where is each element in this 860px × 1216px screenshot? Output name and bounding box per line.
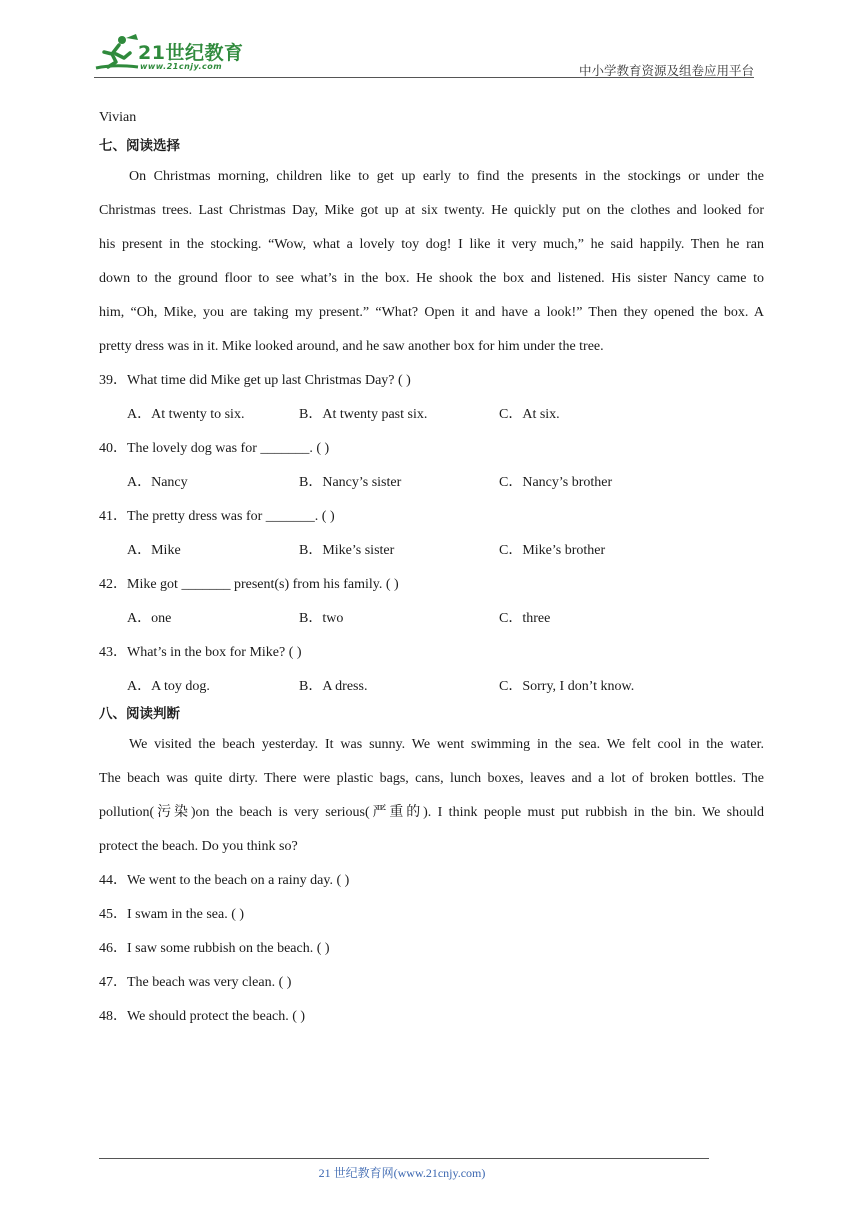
question-47: 47．The beach was very clean. ( )	[99, 975, 292, 990]
section-8-passage	[99, 728, 764, 864]
passage-line: him, “Oh, Mike, you are taking my present.” “What? Open it and have a look!” Then they opened the box. A	[99, 305, 764, 320]
option-a: A．Mike	[127, 543, 181, 558]
option-a: A．A toy dog.	[127, 679, 210, 694]
option-c: C．three	[499, 611, 551, 626]
option-a: A．one	[127, 611, 172, 626]
question-text: 40．The lovely dog was for _______. ( )	[99, 441, 330, 456]
passage-line: his present in the stocking. “Wow, what a lovely toy dog! I like it very much,” he said happily. Then he ran	[99, 237, 764, 252]
question-text: 42．Mike got _______ present(s) from his family. ( )	[99, 577, 399, 592]
option-a: A．At twenty to six.	[127, 407, 245, 422]
question-48: 48．We should protect the beach. ( )	[99, 1009, 306, 1024]
option-b: B．At twenty past six.	[299, 407, 428, 422]
site-logo	[94, 34, 269, 78]
passage-line: On Christmas morning, children like to get up early to find the presents in the stockings or under the	[129, 169, 764, 184]
runner-logo-icon	[94, 34, 140, 74]
question-text: 41．The pretty dress was for _______. ( )	[99, 509, 335, 524]
options-row	[99, 670, 764, 698]
option-c: C．At six.	[499, 407, 560, 422]
document-body	[99, 104, 764, 1034]
footer-link[interactable]: 21 世纪教育网(www.21cnjy.com)	[318, 1166, 486, 1180]
question-text: 43．What’s in the box for Mike? ( )	[99, 645, 302, 660]
passage-line: pollution(污染)on the beach is very serious(严重的). I think people must put rubbish in the bin. We should	[99, 805, 764, 820]
question-41	[99, 500, 764, 568]
platform-name: 中小学教育资源及组卷应用平台	[578, 64, 754, 78]
option-c: C．Sorry, I don’t know.	[499, 679, 635, 694]
option-b: B．two	[299, 611, 344, 626]
question-40	[99, 432, 764, 500]
passage-line: down to the ground floor to see what’s in the box. He shook the box and listened. His sister Nancy came to	[99, 271, 764, 286]
passage-line: protect the beach. Do you think so?	[99, 839, 298, 854]
options-row	[99, 466, 764, 500]
footer-divider	[99, 1158, 709, 1159]
page-header	[0, 0, 860, 80]
passage-line: The beach was quite dirty. There were plastic bags, cans, lunch boxes, leaves and a lot of broken bottles. The	[99, 771, 764, 786]
options-row	[99, 534, 764, 568]
logo-title: 21世纪教育	[138, 42, 244, 64]
section-8-title: 八、阅读判断	[99, 706, 180, 722]
question-43	[99, 636, 764, 698]
question-text: 39．What time did Mike get up last Christmas Day? ( )	[99, 373, 411, 388]
option-c: C．Mike’s brother	[499, 543, 606, 558]
page-footer	[0, 1164, 860, 1181]
section-7-title: 七、阅读选择	[99, 138, 180, 154]
section-7-passage	[99, 160, 764, 364]
option-b: B．A dress.	[299, 679, 368, 694]
passage-line: Christmas trees. Last Christmas Day, Mike got up at six twenty. He quickly put on the clothes and looked for	[99, 203, 764, 218]
question-46: 46．I saw some rubbish on the beach. ( )	[99, 941, 330, 956]
answer-line-vivian: Vivian	[99, 110, 137, 125]
passage-line: pretty dress was in it. Mike looked around, and he saw another box for him under the tree.	[99, 339, 604, 354]
logo-url: www.21cnjy.com	[140, 62, 223, 71]
header-divider	[94, 77, 754, 78]
option-c: C．Nancy’s brother	[499, 475, 613, 490]
option-a: A．Nancy	[127, 475, 188, 490]
options-row	[99, 602, 764, 636]
passage-line: We visited the beach yesterday. It was sunny. We went swimming in the sea. We felt cool in the water.	[129, 737, 764, 752]
option-b: B．Mike’s sister	[299, 543, 395, 558]
question-45: 45．I swam in the sea. ( )	[99, 907, 245, 922]
question-39	[99, 364, 764, 432]
options-row	[99, 398, 764, 432]
question-42	[99, 568, 764, 636]
option-b: B．Nancy’s sister	[299, 475, 402, 490]
question-44: 44．We went to the beach on a rainy day. ( )	[99, 873, 350, 888]
